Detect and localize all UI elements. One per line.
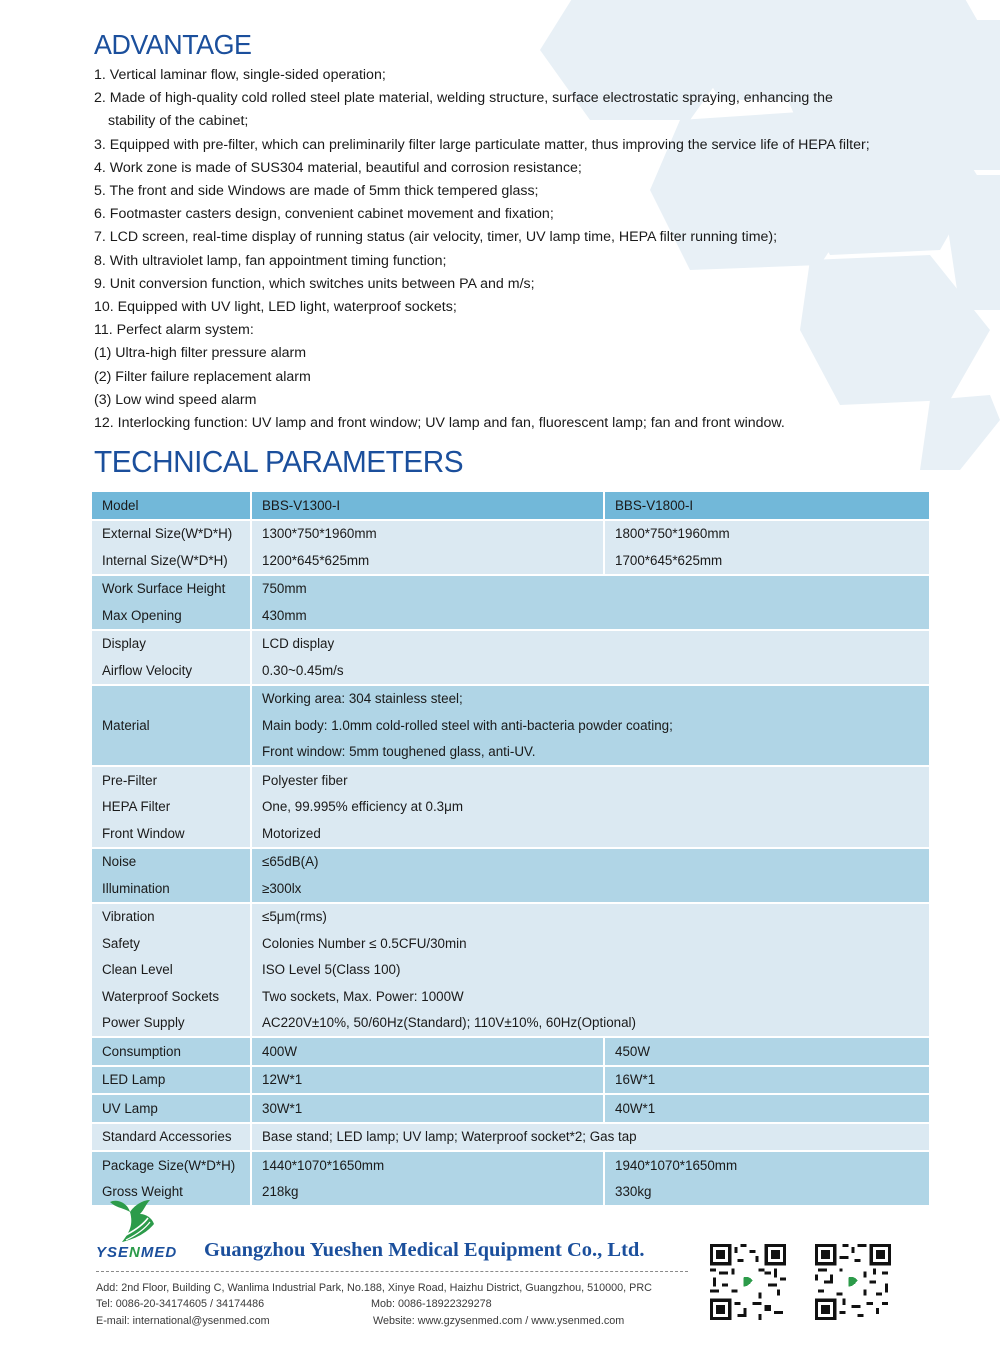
table-row (92, 602, 929, 630)
row-value: 1300*750*1960mm (251, 520, 604, 548)
table-row (92, 983, 929, 1010)
row-value: Colonies Number ≤ 0.5CFU/30min (251, 930, 929, 957)
row-label: Illumination (92, 875, 251, 903)
row-value: Main body: 1.0mm cold-rolled steel with anti-bacteria powder coating; (251, 712, 929, 739)
row-value: 450W (604, 1037, 929, 1066)
table-row (92, 848, 929, 876)
advantage-item: 3. Equipped with pre-filter, which can preliminarily filter large particulate matter, thus improving the service life of HEPA filter; (94, 136, 870, 153)
company-address: Add: 2nd Floor, Building C, Wanlima Industrial Park, No.188, Xinye Road, Haizhu District, Guangzhou, 510000, PRC (96, 1282, 652, 1294)
qr-code-icon (710, 1244, 786, 1320)
row-value: 1200*645*625mm (251, 547, 604, 575)
advantage-subitem: (3) Low wind speed alarm (94, 391, 257, 408)
company-name: Guangzhou Yueshen Medical Equipment Co., Ltd. (204, 1239, 645, 1261)
table-row (92, 1037, 929, 1066)
row-value: Front window: 5mm toughened glass, anti-UV. (251, 739, 929, 767)
table-row (92, 1179, 929, 1206)
header-model-1: BBS-V1300-I (251, 492, 604, 520)
table-row (92, 630, 929, 658)
advantage-subitem: (2) Filter failure replacement alarm (94, 368, 311, 385)
row-label: Display (92, 630, 251, 658)
table-row (92, 547, 929, 575)
header-label: Model (92, 492, 251, 520)
table-row (92, 794, 929, 821)
table-row (92, 930, 929, 957)
table-row (92, 1151, 929, 1179)
table-row (92, 1123, 929, 1152)
advantage-item: 7. LCD screen, real-time display of running status (air velocity, timer, UV lamp time, HEPA filter running time); (94, 229, 778, 246)
row-value: 1940*1070*1650mm (604, 1151, 929, 1179)
row-value: 1440*1070*1650mm (251, 1151, 604, 1179)
brand-text-accent: N (129, 1244, 141, 1261)
table-row (92, 657, 929, 685)
row-label: Noise (92, 848, 251, 876)
row-value: 16W*1 (604, 1066, 929, 1095)
row-value: 40W*1 (604, 1094, 929, 1123)
advantage-item: 10. Equipped with UV light, LED light, waterproof sockets; (94, 299, 457, 316)
advantage-item: 12. Interlocking function: UV lamp and front window; UV lamp and fan, fluorescent lamp; fan and front window. (94, 415, 785, 432)
header-model-2: BBS-V1800-I (604, 492, 929, 520)
row-value: 218kg (251, 1179, 604, 1206)
row-label: Material (92, 685, 251, 767)
row-value: 0.30~0.45m/s (251, 657, 929, 685)
row-label: Gross Weight (92, 1179, 251, 1206)
company-telephone: Tel: 0086-20-34174605 / 34174486 (96, 1298, 265, 1310)
brand-text: MED (140, 1244, 178, 1261)
row-label: Airflow Velocity (92, 657, 251, 685)
row-label: Max Opening (92, 602, 251, 630)
table-row (92, 903, 929, 931)
advantage-item: 1. Vertical laminar flow, single-sided operation; (94, 67, 386, 83)
advantage-item: 11. Perfect alarm system: (94, 322, 254, 339)
company-website[interactable]: Website: www.gzysenmed.com / www.ysenmed.com (373, 1315, 625, 1327)
row-value: Working area: 304 stainless steel; (251, 685, 929, 713)
row-value: AC220V±10%, 50/60Hz(Standard); 110V±10%, 60Hz(Optional) (251, 1010, 929, 1038)
row-label: Consumption (92, 1037, 251, 1066)
table-row (92, 957, 929, 984)
row-value: One, 99.995% efficiency at 0.3μm (251, 794, 929, 821)
row-label: Package Size(W*D*H) (92, 1151, 251, 1179)
row-label: Standard Accessories (92, 1123, 251, 1152)
company-mobile: Mob: 0086-18922329278 (371, 1298, 492, 1310)
row-value: 12W*1 (251, 1066, 604, 1095)
row-value: ≤65dB(A) (251, 848, 929, 876)
company-logo-icon (100, 1196, 170, 1244)
table-row (92, 820, 929, 848)
brand-wordmark (96, 1244, 177, 1261)
advantage-item: 8. With ultraviolet lamp, fan appointment timing function; (94, 252, 447, 269)
table-row (92, 1010, 929, 1038)
advantage-list (94, 64, 954, 435)
row-label: Safety (92, 930, 251, 957)
table-row (92, 575, 929, 603)
row-value: LCD display (251, 630, 929, 658)
row-label: Clean Level (92, 957, 251, 984)
row-label: Power Supply (92, 1010, 251, 1038)
row-value: 750mm (251, 575, 929, 603)
advantage-heading: ADVANTAGE (94, 29, 252, 60)
advantage-item-continuation: stability of the cabinet; (108, 113, 249, 130)
brand-text: YSE (96, 1244, 130, 1261)
table-row (92, 685, 929, 713)
row-label: Waterproof Sockets (92, 983, 251, 1010)
advantage-item: 6. Footmaster casters design, convenient cabinet movement and fixation; (94, 206, 554, 223)
advantage-item: 2. Made of high-quality cold rolled steel plate material, welding structure, surface electrostatic spraying, enhancing the (94, 90, 833, 107)
row-value: Polyester fiber (251, 766, 929, 794)
row-value: Base stand; LED lamp; UV lamp; Waterproof socket*2; Gas tap (251, 1123, 929, 1152)
row-label: External Size(W*D*H) (92, 520, 251, 548)
row-label: UV Lamp (92, 1094, 251, 1123)
row-label: Front Window (92, 820, 251, 848)
qr-code-icon (815, 1244, 891, 1320)
technical-parameters-heading: TECHNICAL PARAMETERS (94, 444, 464, 479)
advantage-subitem: (1) Ultra-high filter pressure alarm (94, 345, 307, 362)
table-row (92, 875, 929, 903)
row-value: Two sockets, Max. Power: 1000W (251, 983, 929, 1010)
table-row (92, 1066, 929, 1095)
table-header-row (92, 492, 929, 520)
advantage-item: 9. Unit conversion function, which switches units between PA and m/s; (94, 275, 535, 292)
technical-parameters-table (92, 492, 929, 1205)
row-label: Work Surface Height (92, 575, 251, 603)
row-value: 30W*1 (251, 1094, 604, 1123)
table-row (92, 520, 929, 548)
row-value: 330kg (604, 1179, 929, 1206)
row-value: 1700*645*625mm (604, 547, 929, 575)
row-value: ≥300lx (251, 875, 929, 903)
footer-divider (96, 1271, 688, 1272)
row-label: LED Lamp (92, 1066, 251, 1095)
row-label: Pre-Filter (92, 766, 251, 794)
advantage-item: 4. Work zone is made of SUS304 material, beautiful and corrosion resistance; (94, 159, 582, 176)
row-label: Vibration (92, 903, 251, 931)
row-value: ≤5μm(rms) (251, 903, 929, 931)
row-value: 430mm (251, 602, 929, 630)
row-label: Internal Size(W*D*H) (92, 547, 251, 575)
row-value: Motorized (251, 820, 929, 848)
row-value: 400W (251, 1037, 604, 1066)
table-row (92, 766, 929, 794)
advantage-item: 5. The front and side Windows are made of 5mm thick tempered glass; (94, 183, 539, 200)
table-row (92, 1094, 929, 1123)
company-email[interactable]: E-mail: international@ysenmed.com (96, 1315, 270, 1327)
row-value: 1800*750*1960mm (604, 520, 929, 548)
row-label: HEPA Filter (92, 794, 251, 821)
row-value: ISO Level 5(Class 100) (251, 957, 929, 984)
